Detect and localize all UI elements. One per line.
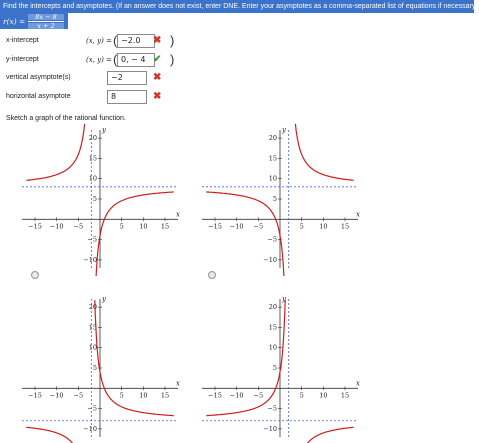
- x-intercept-label: x-intercept: [6, 37, 39, 44]
- y-tick-label: 20: [88, 134, 97, 143]
- x-tick-label: 5: [299, 222, 304, 231]
- y-tick-label: 20: [268, 303, 277, 312]
- y-tick-label: −5: [267, 404, 277, 413]
- y-intercept-row: [6, 53, 196, 67]
- function-label: r(x) =: [3, 17, 26, 26]
- horizontal-asymptote-row: [6, 90, 196, 104]
- y-axis-label: y: [282, 295, 286, 303]
- incorrect-icon: ✖: [153, 91, 162, 102]
- curve-right-branch: [96, 192, 174, 276]
- x-tick-label: 5: [119, 222, 124, 231]
- open-paren: (: [113, 33, 118, 48]
- x-tick-label: −5: [73, 222, 84, 231]
- x-intercept-coord-label: (x, y) =: [86, 37, 112, 45]
- y-tick-label: −5: [87, 235, 97, 244]
- y-tick-label: 10: [268, 343, 277, 352]
- y-tick-label: 10: [88, 174, 97, 183]
- x-axis-label: x: [176, 210, 180, 219]
- curve-right-branch: [295, 124, 353, 181]
- x-tick-label: −5: [253, 222, 264, 231]
- y-tick-label: 20: [88, 303, 97, 312]
- sketch-prompt: Sketch a graph of the rational function.: [6, 115, 126, 122]
- close-paren: ): [170, 33, 175, 48]
- y-tick-label: 5: [272, 195, 277, 203]
- x-tick-label: 15: [340, 222, 350, 231]
- x-tick-label: 15: [160, 222, 170, 231]
- x-intercept-row: [6, 34, 196, 48]
- x-tick-label: −10: [229, 391, 244, 400]
- y-tick-label: 20: [268, 134, 277, 143]
- vertical-asymptote-label: vertical asymptote(s): [6, 74, 71, 81]
- x-intercept-input[interactable]: −2.0: [117, 34, 155, 48]
- y-tick-label: −5: [87, 404, 97, 413]
- y-tick-label: 10: [268, 174, 277, 183]
- incorrect-icon: ✖: [153, 35, 162, 46]
- y-axis-label: y: [282, 126, 286, 134]
- y-intercept-label: y-intercept: [6, 56, 39, 63]
- x-axis-label: x: [356, 379, 360, 388]
- y-axis-label: y: [102, 126, 106, 134]
- x-tick-label: −15: [28, 222, 42, 231]
- x-tick-label: 15: [340, 391, 350, 400]
- instruction-banner: Find the intercepts and asymptotes. (If an answer does not exist, enter DNE. Enter your asymptotes as a comma-separated list of equations if necessary.): [0, 0, 474, 13]
- x-tick-label: 5: [119, 391, 124, 400]
- x-tick-label: 5: [299, 391, 304, 400]
- radio-option-1[interactable]: [31, 271, 39, 279]
- curve-left-branch: [26, 124, 84, 181]
- curve-left-branch: [26, 427, 74, 443]
- x-tick-label: −10: [49, 222, 64, 231]
- x-tick-label: −5: [253, 391, 264, 400]
- x-tick-label: −5: [73, 391, 84, 400]
- y-tick-label: 5: [92, 364, 97, 372]
- vertical-asymptote-row: [6, 71, 196, 85]
- x-tick-label: −15: [28, 391, 42, 400]
- function-fraction: [28, 14, 64, 29]
- horizontal-asymptote-label: horizontal asymptote: [6, 93, 71, 100]
- y-tick-label: −10: [263, 424, 277, 433]
- y-tick-label: −5: [267, 235, 277, 244]
- x-tick-label: 15: [160, 391, 170, 400]
- x-tick-label: 10: [139, 222, 148, 231]
- vertical-asymptote-input[interactable]: −2: [107, 71, 147, 85]
- x-tick-label: −10: [229, 222, 244, 231]
- correct-icon: ✔: [153, 54, 162, 65]
- graph-option-4[interactable]: [190, 293, 390, 443]
- graph-svg: [190, 293, 370, 443]
- x-tick-label: −15: [208, 222, 222, 231]
- graph-svg: [190, 124, 370, 274]
- graph-option-1[interactable]: [10, 124, 210, 274]
- graph-option-3[interactable]: [10, 293, 210, 443]
- graph-option-2[interactable]: [190, 124, 390, 274]
- incorrect-icon: ✖: [153, 72, 162, 83]
- function-denominator: x + 2: [28, 23, 64, 29]
- x-tick-label: −10: [49, 391, 64, 400]
- x-tick-label: 10: [319, 391, 328, 400]
- y-tick-label: 15: [268, 323, 277, 332]
- horizontal-asymptote-input[interactable]: 8: [107, 90, 147, 104]
- y-intercept-input[interactable]: 0, − 4: [117, 53, 155, 67]
- y-tick-label: 5: [272, 364, 277, 372]
- y-tick-label: 15: [268, 154, 277, 163]
- open-paren: (: [113, 52, 118, 67]
- y-tick-label: 15: [88, 154, 97, 163]
- graph-svg: [10, 124, 190, 274]
- y-tick-label: −10: [263, 255, 277, 264]
- y-tick-label: 15: [88, 323, 97, 332]
- x-tick-label: −15: [208, 391, 222, 400]
- y-intercept-coord-label: (x, y) =: [86, 56, 112, 64]
- x-tick-label: 10: [139, 391, 148, 400]
- function-numerator: 8x − 8: [28, 14, 64, 20]
- x-axis-label: x: [176, 379, 180, 388]
- x-tick-label: 10: [319, 222, 328, 231]
- y-tick-label: −10: [83, 424, 97, 433]
- x-axis-label: x: [356, 210, 360, 219]
- radio-option-2[interactable]: [208, 271, 216, 279]
- close-paren: ): [170, 52, 175, 67]
- graph-svg: [10, 293, 190, 443]
- curve-right-branch: [306, 427, 354, 443]
- y-axis-label: y: [102, 295, 106, 303]
- function-display: [0, 13, 68, 29]
- y-tick-label: −10: [83, 255, 97, 264]
- y-tick-label: 10: [88, 343, 97, 352]
- y-tick-label: 5: [92, 195, 97, 203]
